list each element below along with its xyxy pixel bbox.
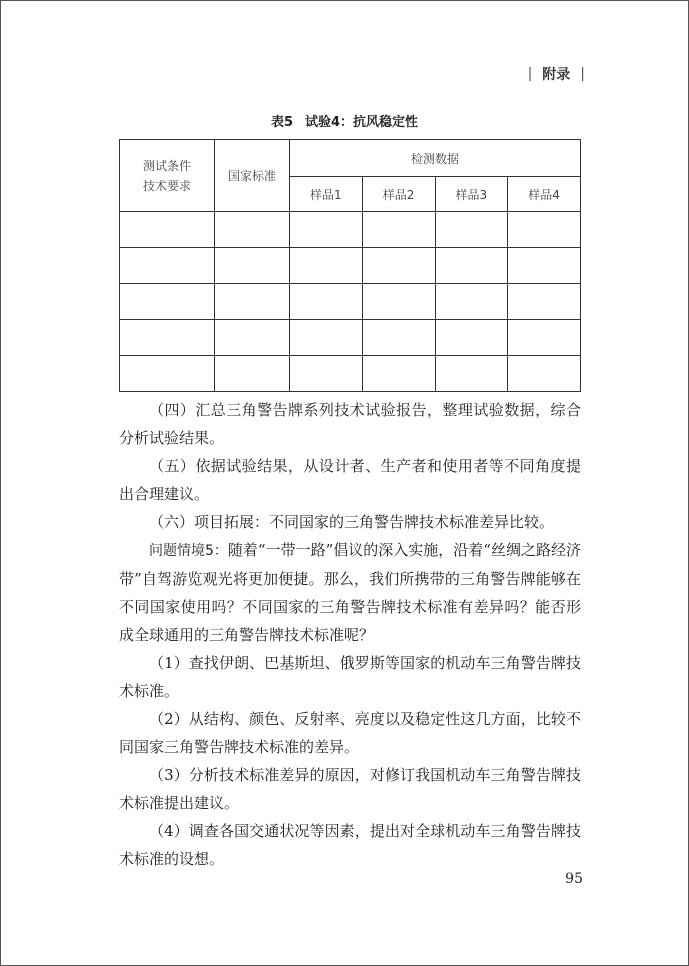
- table-caption: [0, 111, 689, 130]
- paragraph-question-4: （4）调查各国交通状况等因素，提出对全球机动车三角警告牌技术标准的设想。: [119, 822, 581, 868]
- header-bar-left: |: [527, 66, 533, 82]
- table-cell: [215, 248, 290, 284]
- header-test-condition-line1: 测试条件: [142, 158, 191, 173]
- running-header: [528, 64, 585, 84]
- table-cell: [290, 320, 363, 356]
- paragraph-question-3: （3）分析技术标准差异的原因，对修订我国机动车三角警告牌技术标准提出建议。: [119, 766, 581, 812]
- table-cell: [435, 320, 508, 356]
- header-test-condition-line2: 技术要求: [142, 178, 191, 193]
- paragraph-question-2: （2）从结构、颜色、反射率、亮度以及稳定性这几方面，比较不同国家三角警告牌技术标准的差异。: [119, 710, 581, 756]
- table-cell: [508, 284, 581, 320]
- table-cell: [362, 320, 435, 356]
- test-data-table: [119, 139, 581, 392]
- table-row: [120, 248, 581, 284]
- header-sample-1: 样品1: [290, 177, 363, 212]
- header-sample-4: 样品4: [508, 177, 581, 212]
- table-cell: [215, 356, 290, 392]
- header-test-data: 检测数据: [290, 140, 581, 177]
- table-cell: [435, 212, 508, 248]
- table-cell: [508, 212, 581, 248]
- table-cell: [120, 356, 215, 392]
- table-cell: [120, 284, 215, 320]
- table-cell: [508, 248, 581, 284]
- table-cell: [120, 320, 215, 356]
- table-cell: [362, 248, 435, 284]
- table-cell: [215, 284, 290, 320]
- table-cell: [290, 356, 363, 392]
- table-cell: [435, 248, 508, 284]
- header-sample-2: 样品2: [362, 177, 435, 212]
- paragraph-step-6: （六）项目拓展：不同国家的三角警告牌技术标准差异比较。: [149, 513, 555, 531]
- header-bar-right: |: [580, 66, 585, 82]
- table-header-row: [120, 140, 581, 177]
- paragraph-step-5: （五）依据试验结果，从设计者、生产者和使用者等不同角度提出合理建议。: [119, 457, 581, 503]
- table-row: [120, 212, 581, 248]
- paragraph-question-1: （1）查找伊朗、巴基斯坦、俄罗斯等国家的机动车三角警告牌技术标准。: [119, 654, 581, 700]
- table-cell: [362, 284, 435, 320]
- table-cell: [290, 284, 363, 320]
- scenario-label: 问题情境5：: [149, 543, 228, 559]
- table-cell: [435, 356, 508, 392]
- header-test-condition: [120, 140, 215, 212]
- table-cell: [290, 212, 363, 248]
- scenario-text: 随着“一带一路”倡议的深入实施，沿着“丝绸之路经济带”自驾游览观光将更加便捷。那么，我们所携带的三角警告牌能够在不同国家使用吗？不同国家的三角警告牌技术标准有差异吗？能否形成全球通用的三角警告牌技术标准呢？: [119, 541, 581, 644]
- table-row: [120, 284, 581, 320]
- header-national-standard: 国家标准: [215, 140, 290, 212]
- table-cell: [215, 320, 290, 356]
- header-sample-3: 样品3: [435, 177, 508, 212]
- table-title: 试验4：抗风稳定性: [305, 115, 419, 130]
- table-cell: [290, 248, 363, 284]
- table-cell: [435, 284, 508, 320]
- paragraph-scenario: [119, 536, 581, 649]
- table-cell: [362, 356, 435, 392]
- table-cell: [362, 212, 435, 248]
- table-row: [120, 356, 581, 392]
- table-cell: [215, 212, 290, 248]
- table-cell: [120, 212, 215, 248]
- table-number: 表5: [270, 115, 293, 130]
- body-text: [119, 396, 581, 873]
- table-cell: [508, 320, 581, 356]
- paragraph-step-4: （四）汇总三角警告牌系列技术试验报告，整理试验数据，综合分析试验结果。: [119, 401, 581, 447]
- header-section-title: 附录: [542, 67, 571, 83]
- table-row: [120, 320, 581, 356]
- table-cell: [120, 248, 215, 284]
- table-cell: [508, 356, 581, 392]
- page-number: 95: [565, 871, 583, 887]
